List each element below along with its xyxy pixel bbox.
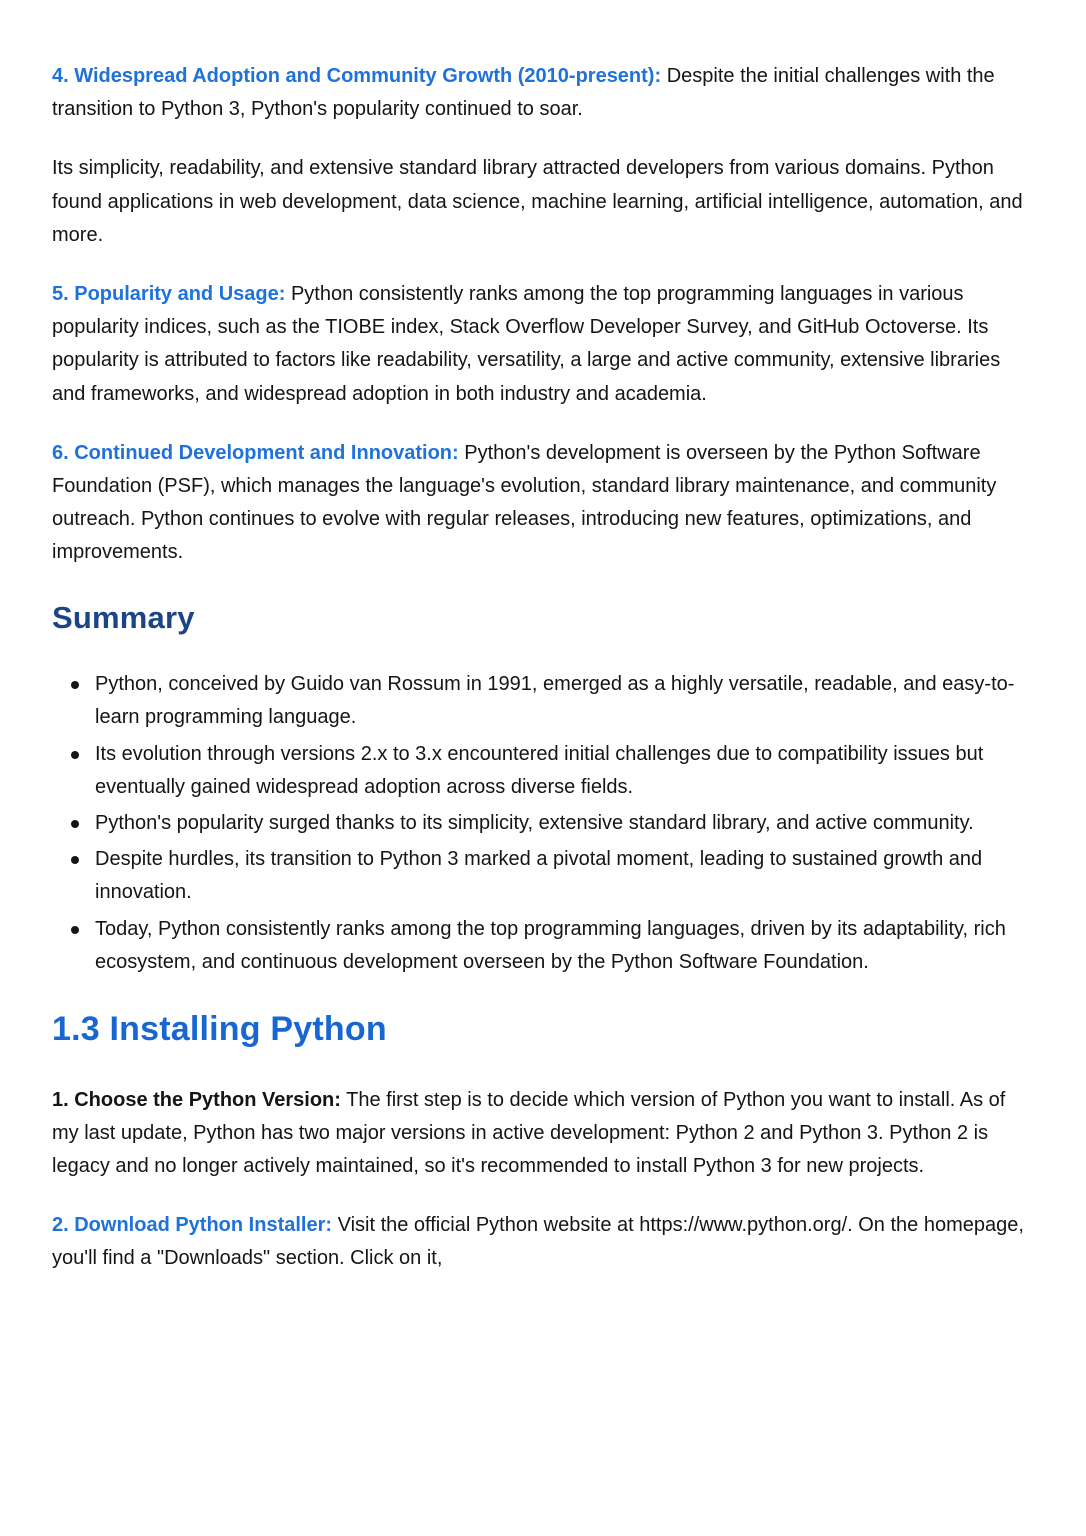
list-item: Python's popularity surged thanks to its simplicity, extensive standard library, and active community. <box>95 807 1036 840</box>
paragraph-choose-version <box>52 1084 1036 1184</box>
paragraph-continued-development <box>52 437 1036 570</box>
summary-heading: Summary <box>52 600 195 636</box>
list-item: Today, Python consistently ranks among the top programming languages, driven by its adaptability, rich ecosystem, and continuous development overseen by the Python Software Foundation. <box>95 913 1036 979</box>
paragraph-text: Python consistently ranks among the top programming languages in various popularity indices, such as the TIOBE index, Stack Overflow Developer Survey, and GitHub Octoverse. Its popularity is attributed to factors like readability, versatility, a large and active community, extensive libraries and frameworks, and widespread adoption in both industry and academia. <box>52 282 1001 405</box>
paragraph-text: Its simplicity, readability, and extensive standard library attracted developers from various domains. Python found applications in web development, data science, machine learning, artificial intelligence, automation, and more. <box>52 157 1023 246</box>
paragraph-text: The first step is to decide which version of Python you want to install. As of my last update, Python has two major versions in active development: Python 2 and Python 3. Python 2 is legacy and no longer actively maintained, so it's recommended to install Python 3 for new projects. <box>52 1088 1006 1178</box>
paragraph-text: Visit the official Python website at https://www.python.org/. On the homepage, you'll find a "Downloads" section. Click on it, <box>52 1214 1024 1270</box>
paragraph-lead-continued-development: 6. Continued Development and Innovation: <box>52 441 459 464</box>
summary-bullet-list <box>52 668 1036 979</box>
paragraph-lead-popularity-usage: 5. Popularity and Usage: <box>52 282 286 305</box>
paragraph-download-installer <box>52 1209 1036 1275</box>
section-heading-installing-python: 1.3 Installing Python <box>52 1009 387 1048</box>
paragraph-text: Python's development is overseen by the Python Software Foundation (PSF), which manages the language's evolution, standard library maintenance, and community outreach. Python continues to evolve with regular releases, introducing new features, optimizations, and improvements. <box>52 441 997 564</box>
list-item: Despite hurdles, its transition to Python 3 marked a pivotal moment, leading to sustained growth and innovation. <box>95 843 1036 909</box>
paragraph-widespread-adoption <box>52 60 1036 126</box>
paragraph-lead-widespread-adoption: 4. Widespread Adoption and Community Growth (2010-present): <box>52 65 662 87</box>
paragraph-lead-download-installer: 2. Download Python Installer: <box>52 1214 333 1237</box>
paragraph-lead-choose-version: 1. Choose the Python Version: <box>52 1088 341 1111</box>
paragraph-text: Despite the initial challenges with the transition to Python 3, Python's popularity continued to soar. <box>52 65 995 121</box>
list-item: Python, conceived by Guido van Rossum in 1991, emerged as a highly versatile, readable, and easy-to-learn programming language. <box>95 668 1036 734</box>
paragraph-popularity-usage <box>52 278 1036 411</box>
list-item: Its evolution through versions 2.x to 3.x encountered initial challenges due to compatibility issues but eventually gained widespread adoption across diverse fields. <box>95 738 1036 804</box>
paragraph-simplicity <box>52 152 1036 252</box>
